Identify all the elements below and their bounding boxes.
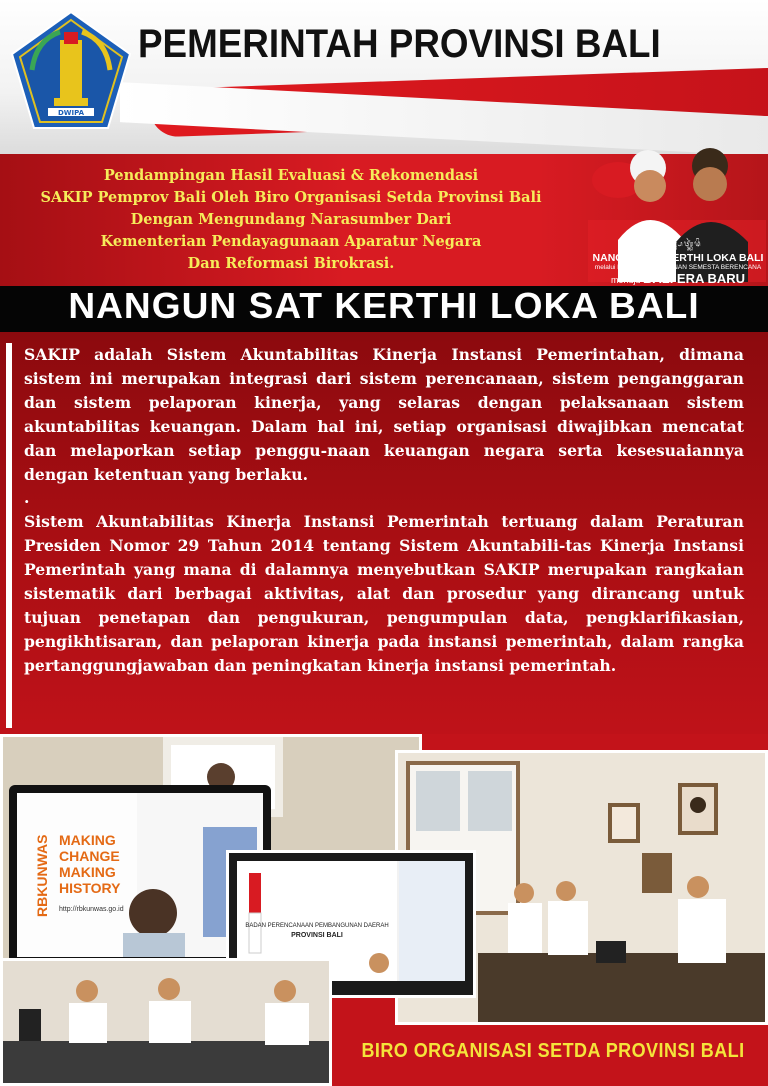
banner-title: NANGUN SAT KERTHI LOKA BALI: [68, 285, 700, 326]
leaders-caption: [590, 237, 766, 286]
side-accent-bar: [6, 343, 12, 728]
face-icon: [634, 170, 666, 202]
body-separator: .: [24, 488, 30, 508]
photo-officials-table: [0, 958, 332, 1086]
caption-baru-text: BALI ERA BARU: [642, 271, 746, 286]
monitor-text-line: MAKING: [59, 832, 116, 848]
intro-text: [10, 165, 572, 275]
body-paragraph-1: SAKIP adalah Sistem Akuntabilitas Kinerja Instansi Pemerintahan, dimana sistem ini merupakan integrasi dari sistem perencanaan, sistem penganggaran dan sistem pelaporan kinerja, yang selaras dengan pelaksanaan sistem akuntabilitas keuangan. Dalam hal ini, setiap organisasi diwajibkan mencatat dan melaporkan setiap penggu-naan keuangan negara serta kesesuaiannya dengan ketentuan yang berlaku.: [24, 345, 744, 484]
logo-text: DWIPA: [57, 109, 85, 117]
intro-line: Dan Reformasi Birokrasi.: [187, 255, 395, 272]
monitor-text-brand: RBKUNWAS: [34, 834, 50, 917]
caption-sub: melalui POLA PEMBANGUNAN SEMESTA BERENCANA: [594, 264, 762, 271]
caption-baru-prefix: menuju: [610, 275, 641, 285]
intro-line: Pendampingan Hasil Evaluasi & Rekomendasi: [103, 167, 479, 184]
intro-line: Dengan Mengundang Narasumber Dari: [130, 211, 452, 228]
bali-province-logo: [10, 10, 132, 132]
intro-line: SAKIP Pemprov Bali Oleh Biro Organisasi Setda Provinsi Bali: [40, 189, 542, 206]
screen-text-line: BADAN PERENCANAAN PEMBANGUNAN DAERAH: [245, 923, 389, 929]
caption-main: NANGUN SAT KERTHI LOKA BALI: [592, 252, 764, 264]
screen-text-line: PROVINSI BALI: [291, 932, 343, 939]
caption-baru: [590, 271, 766, 286]
footer-text: BIRO ORGANISASI SETDA PROVINSI BALI: [361, 1040, 745, 1062]
url-text: http://rbkunwas.go.id: [59, 906, 124, 913]
intro-line: Kementerian Pendayagunaan Aparatur Negara: [100, 233, 482, 250]
monitor-text-line: HISTORY: [59, 880, 121, 896]
body-text: [24, 343, 744, 678]
page-title: PEMERINTAH PROVINSI BALI: [138, 22, 661, 66]
monitor-text-line: MAKING: [59, 864, 116, 880]
monitor-text-line: CHANGE: [59, 848, 120, 864]
body-paragraph-2: Sistem Akuntabilitas Kinerja Instansi Pemerintah tertuang dalam Peraturan Presiden Nomor 29 Tahun 2014 tentang Sistem Akuntabili-tas Kinerja Instansi Pemerintah yang mana di dalamnya menyebutkan SAKIP merupakan rangkaian sistematik dari berbagai aktivitas, alat dan prosedur yang dirancang untuk tujuan penetapan dan pengukuran, pengumpulan data, pengklarifikasian, pengikhtisaran, dan pelaporan kinerja pada instansi pemerintah, dalam rangka pertanggungjawaban dan peningkatan kinerja instansi pemerintah.: [24, 512, 744, 675]
balinese-script: ᬦᬗᬸᬦ᭄ᬲᬢ᭄ᬓᬃᬣᬶ: [654, 239, 702, 248]
